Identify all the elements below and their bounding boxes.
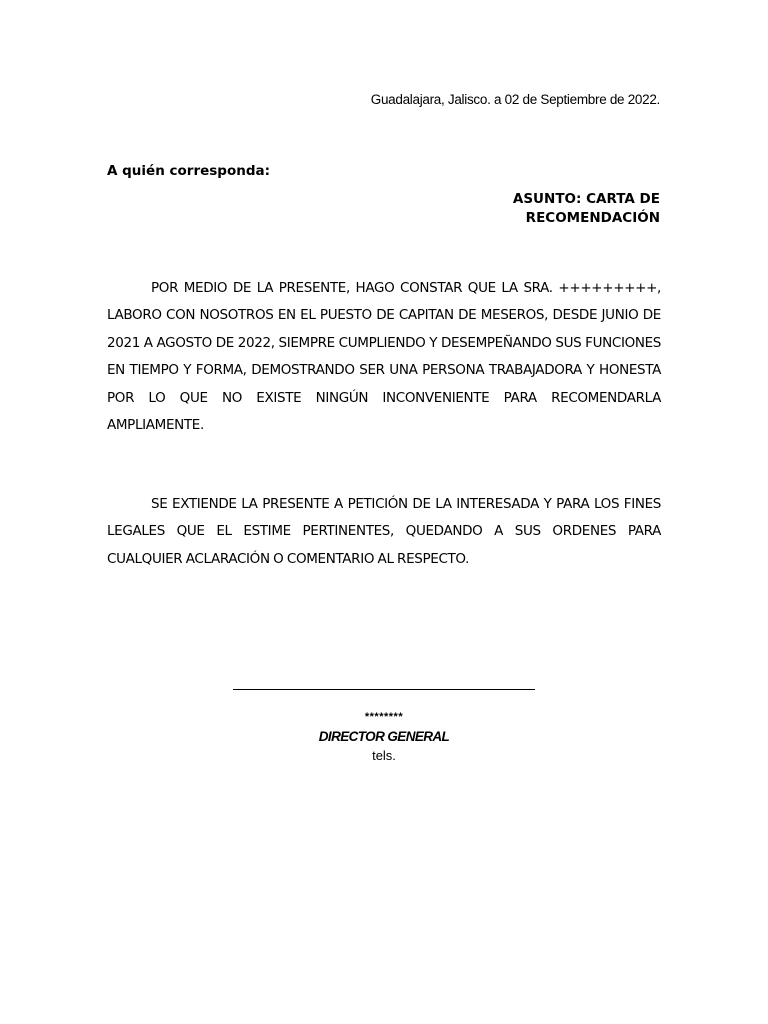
signatory-contact: tels.	[372, 748, 396, 763]
greeting: A quién corresponda:	[107, 163, 271, 179]
subject-block	[440, 190, 660, 228]
body-paragraph-1: POR MEDIO DE LA PRESENTE, HAGO CONSTAR QUE LA SRA. +++++++++, LABORO CON NOSOTROS EN EL PUESTO DE CAPITAN DE MESEROS, DESDE JUNIO DE 2021 A AGOSTO DE 2022, SIEMPRE CUMPLIENDO Y DESEMPEÑANDO SUS FUNCIONES EN TIEMPO Y FORMA, DEMOSTRANDO SER UNA PERSONA TRABAJADORA Y HONESTA POR LO QUE NO EXISTE NINGÚN INCONVENIENTE PARA RECOMENDARLA AMPLIAMENTE.	[107, 280, 661, 434]
signatory-name: ********	[364, 711, 404, 723]
body-paragraph-2: SE EXTIENDE LA PRESENTE A PETICIÓN DE LA INTERESADA Y PARA LOS FINES LEGALES QUE EL ESTIME PERTINENTES, QUEDANDO A SUS ORDENES PARA CUALQUIER ACLARACIÓN O COMENTARIO AL RESPECTO.	[107, 496, 661, 567]
subject-line-1: ASUNTO: CARTA DE	[512, 191, 660, 207]
signature-line	[233, 689, 535, 690]
signatory-title: DIRECTOR GENERAL	[318, 729, 450, 744]
date-line: Guadalajara, Jalisco. a 02 de Septiembre de 2022.	[370, 92, 660, 107]
subject-line-2: RECOMENDACIÓN	[525, 210, 660, 226]
